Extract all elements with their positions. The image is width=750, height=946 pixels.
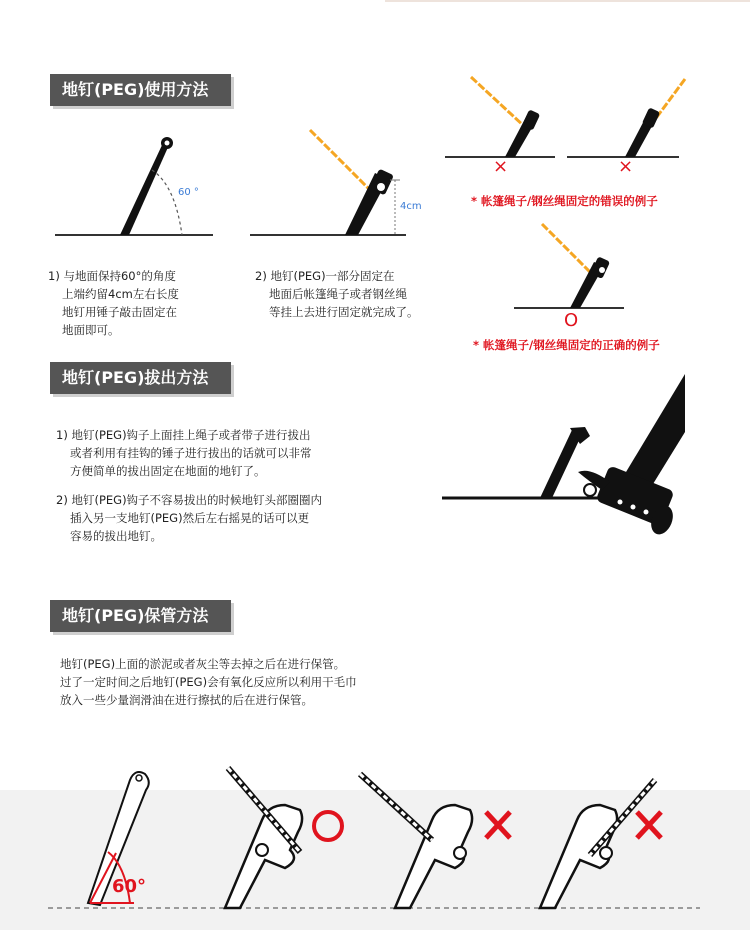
step-line: 等挂上去进行固定就完成了。 (269, 305, 419, 319)
section-title-usage: 地钉(PEG)使用方法 (50, 74, 231, 106)
angle-label: 60 ° (178, 187, 199, 198)
right-example-note: * 帐篷绳子/钢丝绳固定的正确的例子 (473, 338, 660, 352)
storage-line: 过了一定时间之后地钉(PEG)会有氧化反应所以利用干毛巾 (60, 675, 357, 689)
step-number: 2) (56, 493, 68, 507)
step-line: 地面即可。 (62, 323, 120, 337)
step-line: 地钉(PEG)钩子不容易拔出的时候地钉头部圈圈内 (71, 493, 323, 507)
storage-line: 地钉(PEG)上面的淤泥或者灰尘等去掉之后在进行保管。 (60, 657, 346, 671)
step-line: 上端约留4cm左右长度 (62, 287, 179, 301)
figure-peg-angle (50, 125, 220, 240)
storage-text (60, 655, 357, 709)
figure-wrong-examples (443, 75, 683, 185)
right-mark: O (564, 310, 579, 331)
step-number: 1) (48, 269, 60, 283)
step-number: 2) (255, 269, 267, 283)
pullout-step-2 (56, 491, 322, 545)
wrong-mark-2: × (618, 156, 634, 177)
figure-hammer-pullout (440, 372, 690, 542)
step-line: 与地面保持60°的角度 (63, 269, 176, 283)
step-line: 或者利用有挂钩的锤子进行拔出的话就可以非常 (70, 446, 312, 460)
wrong-mark-1: × (493, 156, 509, 177)
step-line: 地钉用锤子敲击固定在 (62, 305, 177, 319)
figure-peg-with-rope (250, 125, 430, 240)
section-title-pullout: 地钉(PEG)拔出方法 (50, 362, 231, 394)
height-label: 4cm (400, 201, 422, 212)
usage-step-2 (255, 267, 419, 321)
figure-right-example (510, 222, 640, 317)
step-line: 地钉(PEG)钩子上面挂上绳子或者带子进行拔出 (71, 428, 311, 442)
section-title-storage: 地钉(PEG)保管方法 (50, 600, 231, 632)
step-number: 1) (56, 428, 68, 442)
top-divider (385, 0, 750, 2)
step-line: 容易的拔出地钉。 (70, 529, 162, 543)
step-line: 插入另一支地钉(PEG)然后左右摇晃的话可以更 (70, 511, 310, 525)
storage-line: 放入一些少量润滑油在进行擦拭的后在进行保管。 (60, 693, 313, 707)
step-line: 地面后帐篷绳子或者钢丝绳 (269, 287, 407, 301)
figure-bottom-examples (0, 760, 750, 920)
step-line: 地钉(PEG)一部分固定在 (270, 269, 395, 283)
bottom-angle-label: 60° (112, 876, 147, 897)
step-line: 方便简单的拔出固定在地面的地钉了。 (70, 464, 266, 478)
usage-step-1 (48, 267, 179, 339)
wrong-example-note: * 帐篷绳子/钢丝绳固定的错误的例子 (471, 194, 658, 208)
pullout-step-1 (56, 426, 312, 480)
